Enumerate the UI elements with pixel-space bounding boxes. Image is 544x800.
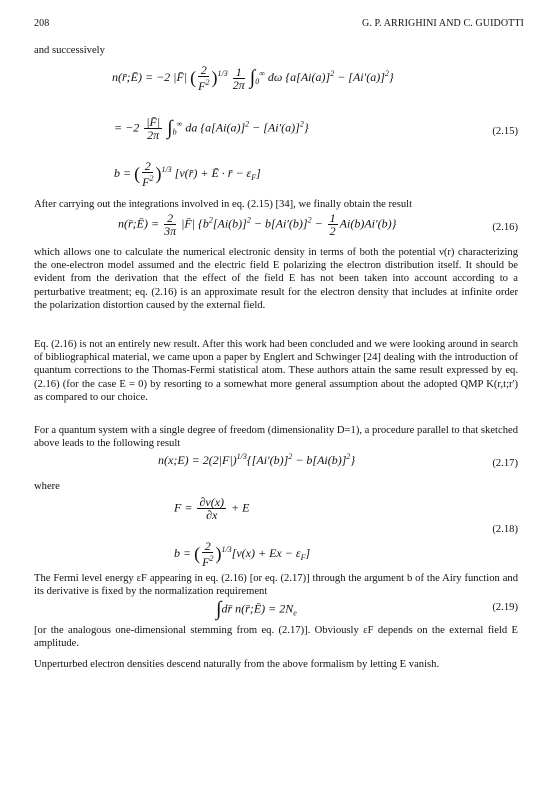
equation-215-b: b = ( $\frac{2}{F^2}$ )$^{1/3}$ [v(r̄) + Ē · r̄ − $\varepsilon_F$] (114, 159, 261, 189)
paragraph-after-215: After carrying out the integrations involved in eq. (2.15) [34], we finally obtain the result (34, 199, 413, 210)
running-head: G. P. ARRIGHINI AND C. GUIDOTTI (362, 18, 524, 29)
equation-218-F: F = $\frac{\partial v(x)}{\partial x}$ + E (174, 495, 250, 522)
eq-number-216: (2.16) (492, 222, 518, 233)
paragraph-analog: [or the analogous one-dimensional stemming from eq. (2.17)]. Obviously εF depends on the external field E amplitude. (34, 625, 518, 650)
paragraph-unperturbed: Unperturbed electron densities descend naturally from the above formalism by letting E vanish. (34, 659, 440, 670)
equation-219: ∫dr̄ n(r̄;Ē) = $2N_e$ (216, 598, 297, 620)
eq-number-219: (2.19) (492, 602, 518, 613)
equation-216: n(r̄;Ē) = $\frac{2}{3\pi}$ |F̄| {$b^2[Ai(b)]^2 - b[Ai'(b)]^2$ − $\frac{1}{2}$ Ai(b)Ai′(b)} (118, 211, 397, 238)
eq-number-215: (2.15) (492, 126, 518, 137)
paragraph-after-216-b: Eq. (2.16) is not an entirely new result. After this work had been concluded and we were looking around in search of bibliographical material, we came upon a paper by Englert and Schwinger [24] dealing with the introduction of quantum corrections to the Thomas-Fermi statistical atom. These authors attain the same result expressed by eq. (2.16) (for the case E = 0) by resorting to a somewhat more general assumption about the adopted QMP K(r,t;r') as compared to our choice. (34, 339, 518, 403)
equation-217: n(x;E) = $2(2|F|)^{1/3}\{[Ai'(b)]^2 - b[Ai(b)]^2\}$ (158, 452, 356, 467)
paragraph-where: where (34, 481, 60, 492)
equation-215: = −2 $\frac{|F̄|}{2\pi}$ $\int_b^\infty$ da $\{a[Ai(a)]^2 - [Ai'(a)]^2\}$ (114, 115, 309, 142)
equation-218-b: b = ( $\frac{2}{F^2}$ )$^{1/3}[v(x) + Ex - \varepsilon_F]$ (174, 539, 311, 569)
eq-number-217: (2.17) (492, 458, 518, 469)
page-number: 208 (34, 18, 50, 29)
eq-number-218: (2.18) (492, 524, 518, 535)
paragraph-intro: and successively (34, 45, 105, 56)
paragraph-after-216-a: which allows one to calculate the numerical electronic density in terms of both the potential ν(r) characterizing the one-electron model assumed and the electric field E polarizing the electron distribution itself. It should be evident from the derivation that the effect of the field E has not been taken into account according to a perturbative treatment; eq. (2.16) is an approximate result for the electron density that includes at infinite order the polarization distortion caused by the external field. (34, 247, 518, 311)
paragraph-fermi: The Fermi level energy εF appearing in eq. (2.16) [or eq. (2.17)] through the argument b of the Airy function and its derivative is fixed by the normalization requirement (34, 573, 518, 598)
equation-214a: n(r̄;Ē) = −2 |F̄| ( $\frac{2}{F^2}$ )$^{1/3}$ $\frac{1}{2\pi}$ $\int_0^\infty$ dω $\{a[Ai(a)]^2 - [Ai'(a)]^2\}$ (112, 63, 394, 93)
paragraph-1d: For a quantum system with a single degree of freedom (dimensionality D=1), a procedure parallel to that sketched above leads to the following result (34, 425, 518, 450)
